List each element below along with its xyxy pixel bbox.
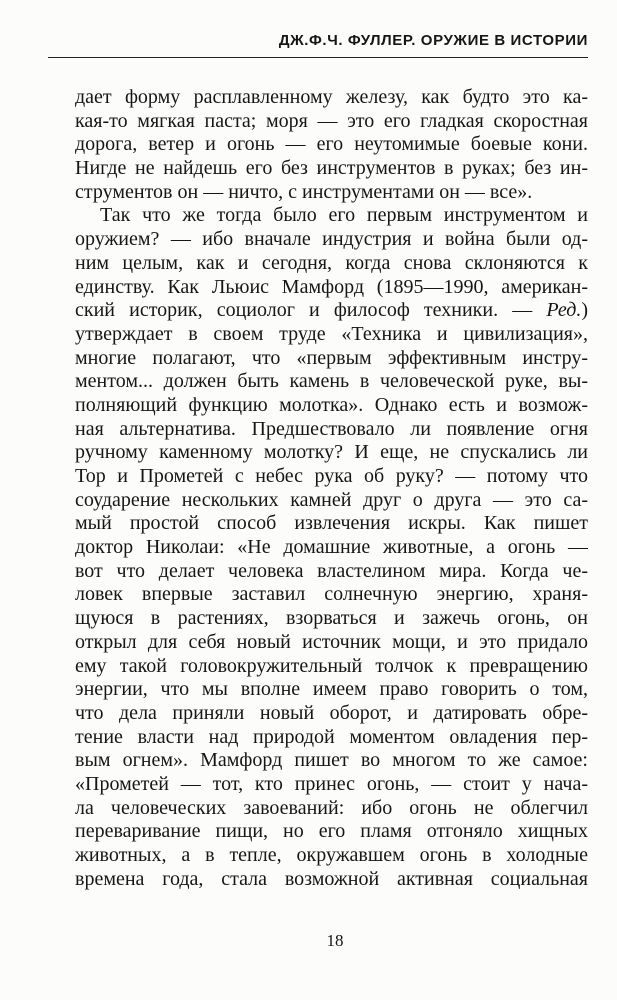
text-line: оружием? — ибо вначале индустрия и война были од- xyxy=(75,228,588,251)
text-line: полняющий функцию молотка». Однако есть и возмож- xyxy=(75,393,588,416)
text-line: энергии, что мы вполне имеем право говорить о том, xyxy=(75,678,588,701)
text-line: доктор Николаи: «Не домашние животные, а огонь — xyxy=(75,536,588,559)
text-line: Тор и Прометей с небес рука об руку? — потому что xyxy=(75,465,588,487)
text-line: ловек впервые заставил солнечную энергию, храня- xyxy=(75,583,588,606)
text-line: ним целым, как и сегодня, когда снова склоняются к xyxy=(75,251,588,274)
editor-note: Ред. xyxy=(546,299,582,322)
text-line: щуюся в растениях, взорваться и зажечь огонь, он xyxy=(75,607,588,630)
text-line: многие полагают, что «первым эффективным инстру- xyxy=(75,346,588,369)
text-line: тение власти над природой моментом овладения пер- xyxy=(75,725,588,748)
text-line: Так что же тогда было его первым инструментом и xyxy=(100,204,588,227)
text-line: вым огнем». Мамфорд пишет во многом то же самое: xyxy=(75,749,588,772)
running-header xyxy=(48,28,588,58)
text-segment: ) xyxy=(581,299,588,322)
text-line: животных, а в тепле, окружавшем огонь в холодные xyxy=(75,844,588,866)
text-line: переваривание пищи, но его пламя отгоняло хищных xyxy=(75,820,588,843)
running-title: ДЖ.Ф.Ч. ФУЛЛЕР. ОРУЖИЕ В ИСТОРИИ xyxy=(278,32,588,49)
text-line: кая-то мягкая паста; моря — это его гладкая скоростная xyxy=(75,109,588,132)
text-line: дорога, ветер и огонь — его неутомимые боевые кони. xyxy=(75,133,588,156)
text-line: единству. Как Льюис Мамфорд (1895—1990, американ- xyxy=(75,275,588,298)
body-text xyxy=(75,86,588,891)
text-line: времена года, стала возможной активная социальная xyxy=(75,867,588,890)
text-line xyxy=(75,299,588,323)
text-line: дает форму расплавленному железу, как будто это ка- xyxy=(75,86,588,108)
text-line: Нигде не найдешь его без инструментов в руках; без ин- xyxy=(75,157,588,180)
text-line: вот что делает человека властелином мира. Когда че- xyxy=(75,559,588,582)
text-segment: ский историк, социолог и философ техники. — xyxy=(75,299,547,322)
text-line: открыл для себя новый источник мощи, и это придало xyxy=(75,630,588,653)
text-line: «Прометей — тот, кто принес огонь, — стоит у нача- xyxy=(75,772,588,795)
text-line: ментом... должен быть камень в человеческой руке, вы- xyxy=(75,370,588,393)
page-number: 18 xyxy=(326,931,344,950)
text-line: ручному каменному молотку? И еще, не спускались ли xyxy=(75,441,588,464)
text-line: ла человеческих завоеваний: ибо огонь не облегчил xyxy=(75,796,588,819)
text-line: ему такой головокружительный толчок к превращению xyxy=(75,654,588,677)
text-line: что дела приняли новый оборот, и датировать обре- xyxy=(75,701,588,724)
text-line: утверждает в своем труде «Техника и цивилизация», xyxy=(75,322,588,345)
text-line: струментов он — ничто, с инструментами он — все». xyxy=(75,180,533,203)
text-line: мый простой способ извлечения искры. Как пишет xyxy=(75,512,588,535)
text-line: соударение нескольких камней друг о друга — это са- xyxy=(75,488,588,511)
text-line: ная альтернатива. Предшествовало ли появление огня xyxy=(75,417,588,440)
